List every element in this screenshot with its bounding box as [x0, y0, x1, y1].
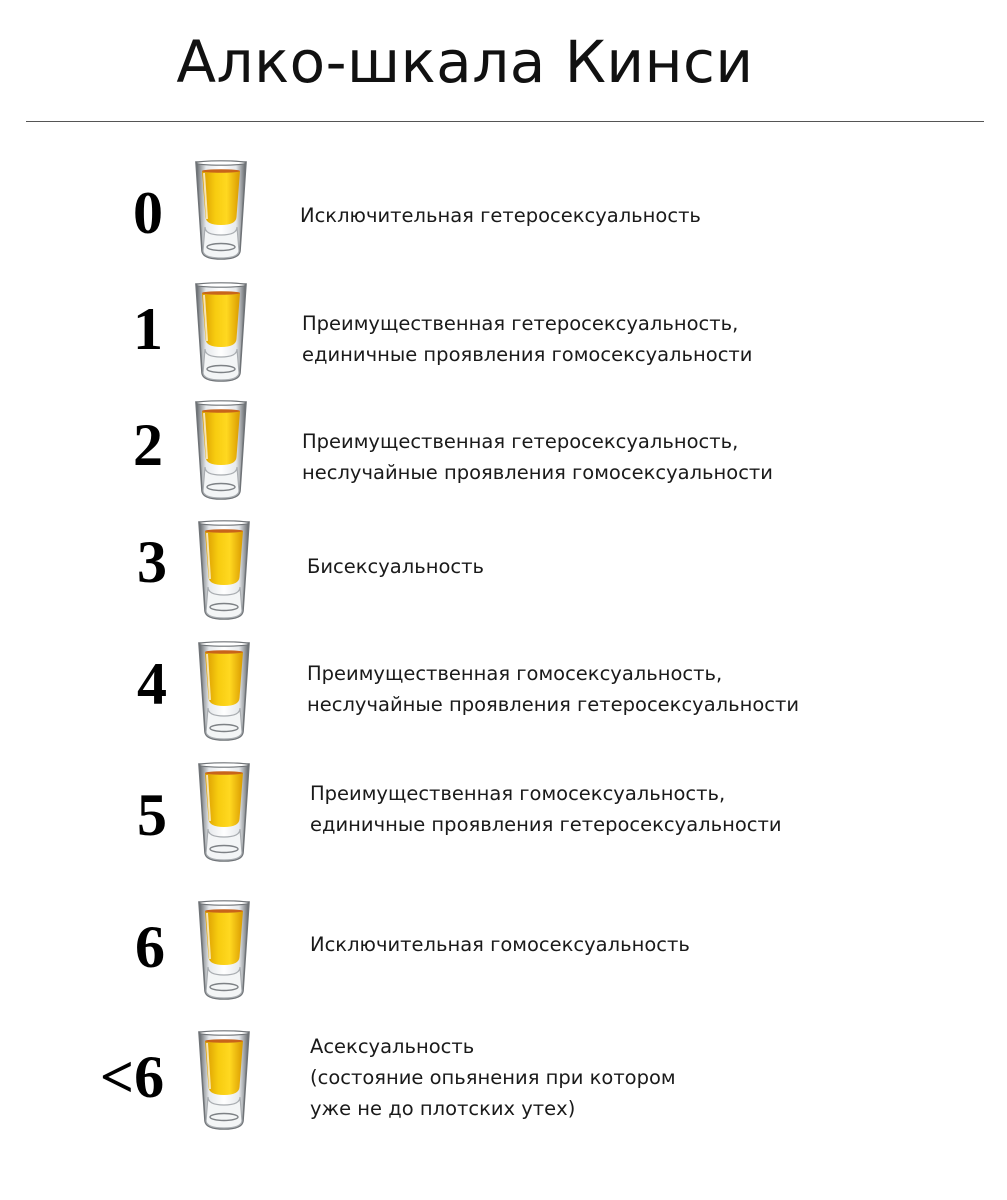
shot-glass-icon — [196, 761, 252, 865]
shot-glass-icon — [193, 281, 249, 385]
scale-row — [0, 515, 1007, 625]
description-line: неслучайные проявления гомосексуальности — [302, 461, 773, 484]
scale-row — [0, 636, 1007, 746]
description-line: Исключительная гетеросексуальность — [300, 204, 701, 227]
description-line: Преимущественная гетеросексуальность, — [302, 430, 739, 453]
shot-glass-icon — [196, 640, 252, 744]
scale-row — [0, 155, 1007, 265]
description-line: уже не до плотских утех) — [310, 1097, 576, 1120]
title-divider — [26, 121, 984, 122]
description-line: Преимущественная гетеросексуальность, — [302, 312, 739, 335]
scale-description — [307, 658, 799, 720]
description-line: Преимущественная гомосексуальность, — [307, 662, 723, 685]
scale-number: 5 — [137, 782, 167, 848]
description-line: неслучайные проявления гетеросексуальности — [307, 693, 800, 716]
scale-description — [310, 778, 782, 840]
scale-description — [310, 929, 690, 960]
scale-description — [302, 426, 773, 488]
scale-number: 4 — [137, 651, 167, 717]
scale-row — [0, 895, 1007, 1005]
description-line: Бисексуальность — [307, 555, 484, 578]
shot-glass-icon — [193, 159, 249, 263]
description-line: Преимущественная гомосексуальность, — [310, 782, 726, 805]
scale-number: 0 — [133, 180, 163, 246]
scale-row — [0, 1025, 1007, 1135]
page-title: Алко-шкала Кинси — [176, 28, 754, 96]
description-line: единичные проявления гетеросексуальности — [310, 813, 782, 836]
scale-row — [0, 277, 1007, 387]
scale-number: 6 — [135, 914, 165, 980]
scale-description — [300, 200, 701, 231]
scale-description — [307, 551, 484, 582]
description-line: (состояние опьянения при котором — [310, 1066, 676, 1089]
shot-glass-icon — [196, 519, 252, 623]
scale-number: 1 — [133, 296, 163, 362]
scale-description — [310, 1031, 676, 1124]
shot-glass-icon — [193, 399, 249, 503]
scale-number: <6 — [99, 1044, 165, 1110]
description-line: Исключительная гомосексуальность — [310, 933, 690, 956]
description-line: единичные проявления гомосексуальности — [302, 343, 753, 366]
shot-glass-icon — [196, 899, 252, 1003]
scale-row — [0, 757, 1007, 867]
scale-number: 2 — [133, 412, 163, 478]
shot-glass-icon — [196, 1029, 252, 1133]
scale-row — [0, 395, 1007, 505]
scale-number: 3 — [137, 529, 167, 595]
description-line: Асексуальность — [310, 1035, 475, 1058]
scale-description — [302, 308, 752, 370]
